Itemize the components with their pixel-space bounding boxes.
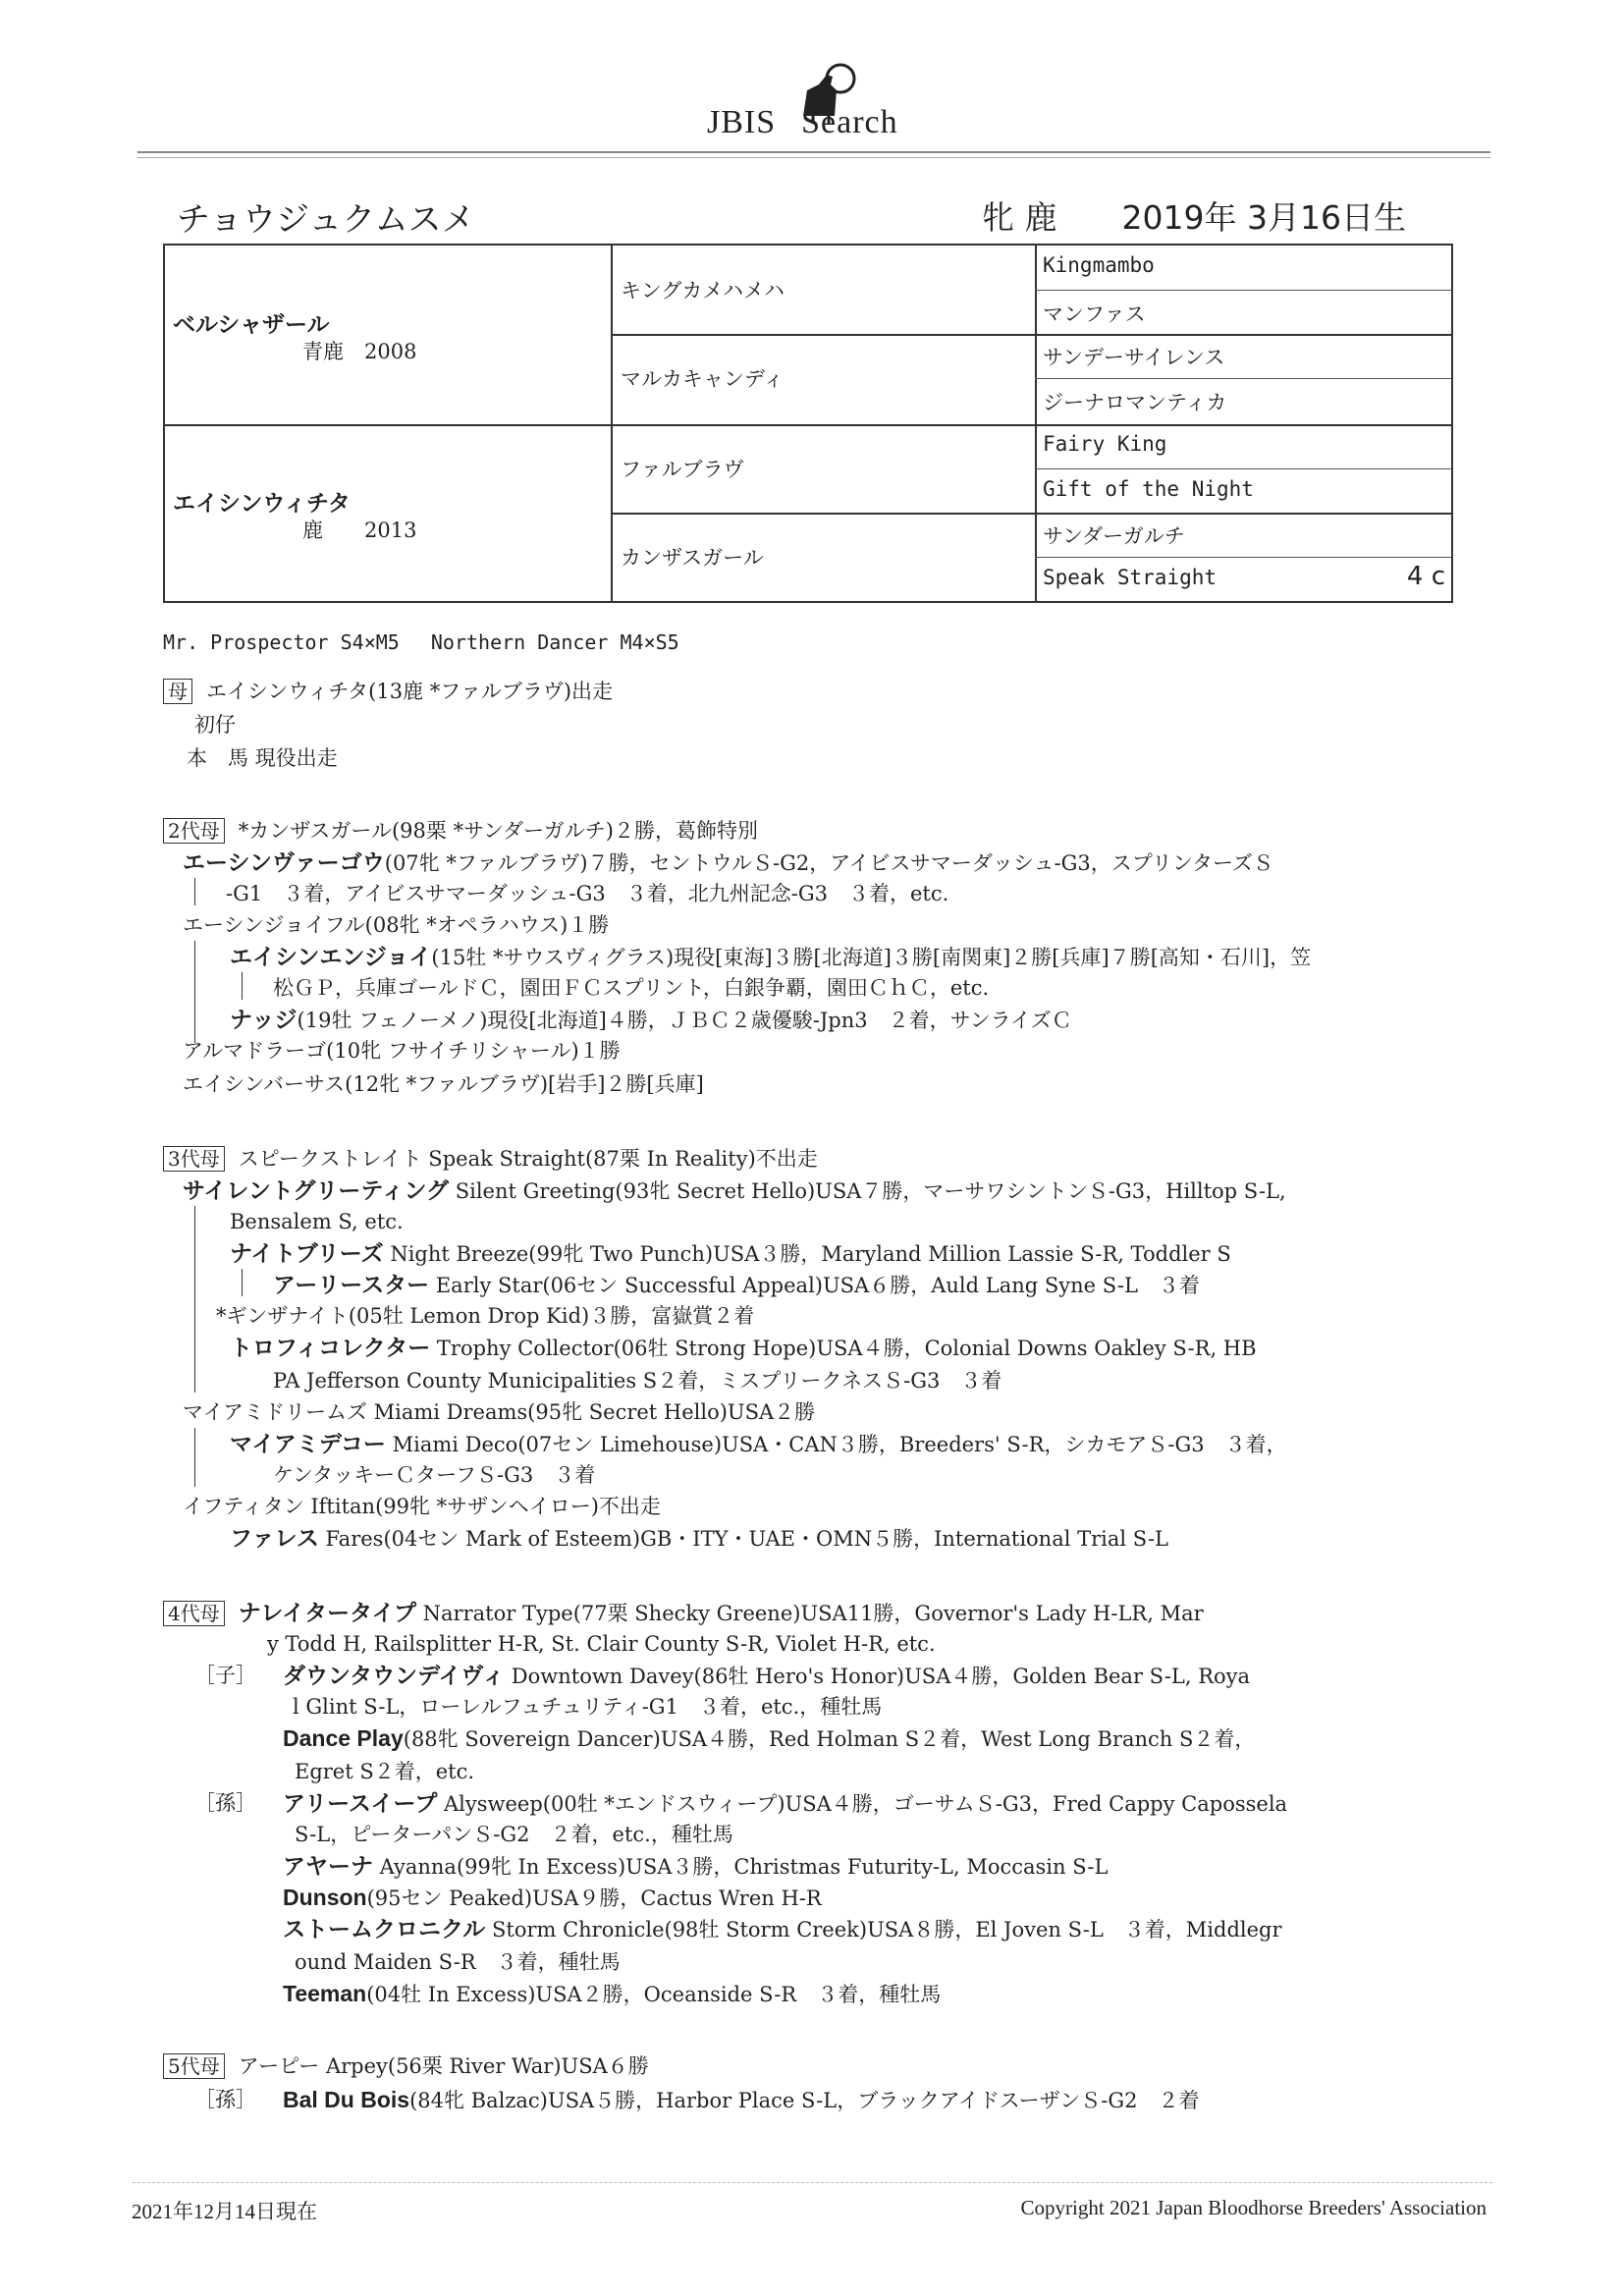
sire-dam: マルカキャンディ xyxy=(621,367,785,391)
generation-marker: ［孫］ xyxy=(194,2088,256,2111)
progeny-line: ナッジ(19牡 フェノーメノ)現役[北海道]４勝，ＪＢＣ２歳優駿-Jpn3 ２着，サンライズＣ xyxy=(230,1007,1072,1032)
progeny-line: y Todd H, Railsplitter H-R, St. Clair County S-R, Violet H-R, etc. xyxy=(267,1632,936,1656)
progeny-line: ダウンタウンデイヴィ Downtown Davey(86牡 Hero's Honor)USA４勝，Golden Bear S-L, Roya xyxy=(283,1663,1251,1688)
gen3-3: サンデーサイレンス xyxy=(1043,346,1225,369)
progeny-line: 松ＧＰ，兵庫ゴールドＣ，園田ＦＣスプリント，白銀争覇，園田ＣｈＣ，etc. xyxy=(273,976,990,1000)
progeny-line: アーリースター Early Star(06セン Successful Appeal)USA６勝，Auld Lang Syne S-L ３着 xyxy=(273,1272,1200,1297)
footer-rule xyxy=(133,2182,1492,2183)
section-5th-dam-head: 5代母 アーピー Arpey(56栗 River War)USA６勝 xyxy=(163,2052,649,2080)
progeny-line: マイアミドリームズ Miami Dreams(95牝 Secret Hello)USA２勝 xyxy=(183,1400,816,1424)
progeny-line: Bal Du Bois(84牝 Balzac)USA５勝，Harbor Place S-L，ブラックアイドスーザンＳ-G2 ２着 xyxy=(283,2087,1200,2112)
gen3-6: Gift of the Night xyxy=(1043,477,1254,501)
dam-name: エイシンウィチタ xyxy=(173,491,351,517)
footer-copyright: Copyright 2021 Japan Bloodhorse Breeders' Association xyxy=(1020,2196,1487,2219)
progeny-line: ケンタッキーＣターフＳ-G3 ３着 xyxy=(273,1463,596,1487)
gen3-4: ジーナロマンティカ xyxy=(1043,391,1227,414)
gen3-1: Kingmambo xyxy=(1043,253,1155,277)
dam-color-year: 鹿 2013 xyxy=(302,519,417,542)
pedigree-table xyxy=(163,244,1453,603)
gen3-2: マンファス xyxy=(1043,302,1146,326)
section-tag-3rd-dam: 3代母 xyxy=(163,1146,225,1172)
progeny-line: S-L，ピーターパンＳ-G2 ２着，etc.，種牡馬 xyxy=(295,1823,733,1846)
sire-sire: キングカメハメハ xyxy=(621,279,785,302)
sire-color-year: 青鹿 2008 xyxy=(302,340,417,363)
progeny-line: エイシンエンジョイ(15牡 *サウスヴィグラス)現役[東海]３勝[北海道]３勝[南関東]２勝[兵庫]７勝[高知・石川]，笠 xyxy=(230,944,1312,969)
header-rule-thin xyxy=(137,157,1490,158)
progeny-line: イフティタン Iftitan(99牝 *サザンヘイロー)不出走 xyxy=(183,1495,661,1518)
progeny-line: ナイトブリーズ Night Breeze(99牝 Two Punch)USA３勝，Maryland Million Lassie S-R, Toddler S xyxy=(230,1240,1231,1266)
progeny-line: Egret S２着，etc. xyxy=(295,1760,475,1783)
section-tag-5th-dam: 5代母 xyxy=(163,2053,225,2079)
section-2nd-dam-head: 2代母 *カンザスガール(98栗 *サンダーガルチ)２勝，葛飾特別 xyxy=(163,817,758,845)
dam-line-2: 初仔 xyxy=(194,713,236,737)
section-dam-head: 母 エイシンウィチタ(13鹿 *ファルブラヴ)出走 xyxy=(163,678,613,705)
progeny-line: -G1 ３着，アイビスサマーダッシュ-G3 ３着，北九州記念-G3 ３着，etc. xyxy=(226,882,949,905)
progeny-line: ファレス Fares(04セン Mark of Esteem)GB・ITY・UAE・OMN５勝，International Trial S-L xyxy=(230,1525,1168,1551)
progeny-line: ストームクロニクル Storm Chronicle(98牡 Storm Creek)USA８勝，El Joven S-L ３着，Middlegr xyxy=(283,1916,1282,1941)
dam-dam: カンザスガール xyxy=(621,546,764,570)
progeny-line: アヤーナ Ayanna(99牝 In Excess)USA３勝，Christmas Futurity-L, Moccasin S-L xyxy=(283,1853,1109,1879)
section-tag-dam: 母 xyxy=(163,679,192,704)
progeny-line: トロフィコレクター Trophy Collector(06牡 Strong Hope)USA４勝，Colonial Downs Oakley S-R, HB xyxy=(230,1335,1257,1360)
generation-marker: ［孫］ xyxy=(194,1791,256,1815)
gen3-5: Fairy King xyxy=(1043,432,1167,456)
generation-marker: ［子］ xyxy=(194,1664,256,1687)
section-tag-4th-dam: 4代母 xyxy=(163,1601,225,1626)
progeny-line: アリースイープ Alysweep(00牡 *エンドスウィープ)USA４勝，ゴーサムＳ-G3，Fred Cappy Capossela xyxy=(283,1790,1288,1816)
section-4th-dam-head: 4代母 ナレイタータイプ Narrator Type(77栗 Shecky Greene)USA11勝，Governor's Lady H-LR, Mar xyxy=(163,1599,1204,1627)
horse-info: 牝 鹿 2019年 3月16日生 xyxy=(982,198,1406,237)
logo-text-left: JBIS xyxy=(707,104,777,140)
logo-text-right: Search xyxy=(801,104,898,140)
progeny-line: サイレントグリーティング Silent Greeting(93牝 Secret Hello)USA７勝，マーサワシントンＳ-G3，Hilltop S-L, xyxy=(183,1177,1286,1203)
progeny-line: Dance Play(88牝 Sovereign Dancer)USA４勝，Red Holman S２着，West Long Branch S２着， xyxy=(283,1725,1256,1751)
progeny-line: エーシンヴァーゴウ(07牝 *ファルブラヴ)７勝，セントウルＳ-G2，アイビスサマーダッシュ-G3，スプリンターズＳ xyxy=(183,849,1273,875)
progeny-line: ound Maiden S-R ３着，種牡馬 xyxy=(295,1950,621,1974)
inbreeding-line: Mr. Prospector S4×M5 Northern Dancer M4×S5 xyxy=(163,630,679,654)
gen3-8: Speak Straight xyxy=(1043,566,1218,589)
section-3rd-dam-head: 3代母 スピークストレイト Speak Straight(87栗 In Reality)不出走 xyxy=(163,1145,818,1173)
family-number: 4 c xyxy=(1406,562,1445,591)
header-rule xyxy=(137,151,1490,153)
footer-date: 2021年12月14日現在 xyxy=(132,2200,317,2223)
sire-name: ベルシャザール xyxy=(173,312,330,338)
progeny-line: Teeman(04牡 In Excess)USA２勝，Oceanside S-R ３着，種牡馬 xyxy=(283,1981,942,2006)
progeny-line: Dunson(95セン Peaked)USA９勝，Cactus Wren H-R xyxy=(283,1885,822,1910)
progeny-line: l Glint S-L，ローレルフュチュリティ-G1 ３着，etc.，種牡馬 xyxy=(293,1695,883,1719)
progeny-line: Bensalem S, etc. xyxy=(230,1210,404,1233)
jbis-search-logo xyxy=(707,57,943,145)
dam-line-3: 本 馬 現役出走 xyxy=(187,746,338,770)
progeny-line: マイアミデコー Miami Deco(07セン Limehouse)USA・CAN３勝，Breeders' S-R，シカモアＳ-G3 ３着， xyxy=(230,1431,1287,1456)
progeny-line: アルマドラーゴ(10牝 フサイチリシャール)１勝 xyxy=(183,1039,621,1063)
section-tag-2nd-dam: 2代母 xyxy=(163,818,225,844)
dam-sire: ファルブラヴ xyxy=(621,458,744,481)
progeny-line: エイシンバーサス(12牝 *ファルブラヴ)[岩手]２勝[兵庫] xyxy=(183,1072,704,1096)
progeny-line: PA Jefferson County Municipalities S２着，ミスプリークネスＳ-G3 ３着 xyxy=(273,1369,1002,1393)
progeny-line: エーシンジョイフル(08牝 *オペラハウス)１勝 xyxy=(183,913,610,937)
horse-name: チョウジュクムスメ xyxy=(177,200,475,240)
gen3-7: サンダーガルチ xyxy=(1043,524,1185,548)
progeny-line: *ギンザナイト(05牡 Lemon Drop Kid)３勝，富嶽賞２着 xyxy=(216,1304,755,1328)
